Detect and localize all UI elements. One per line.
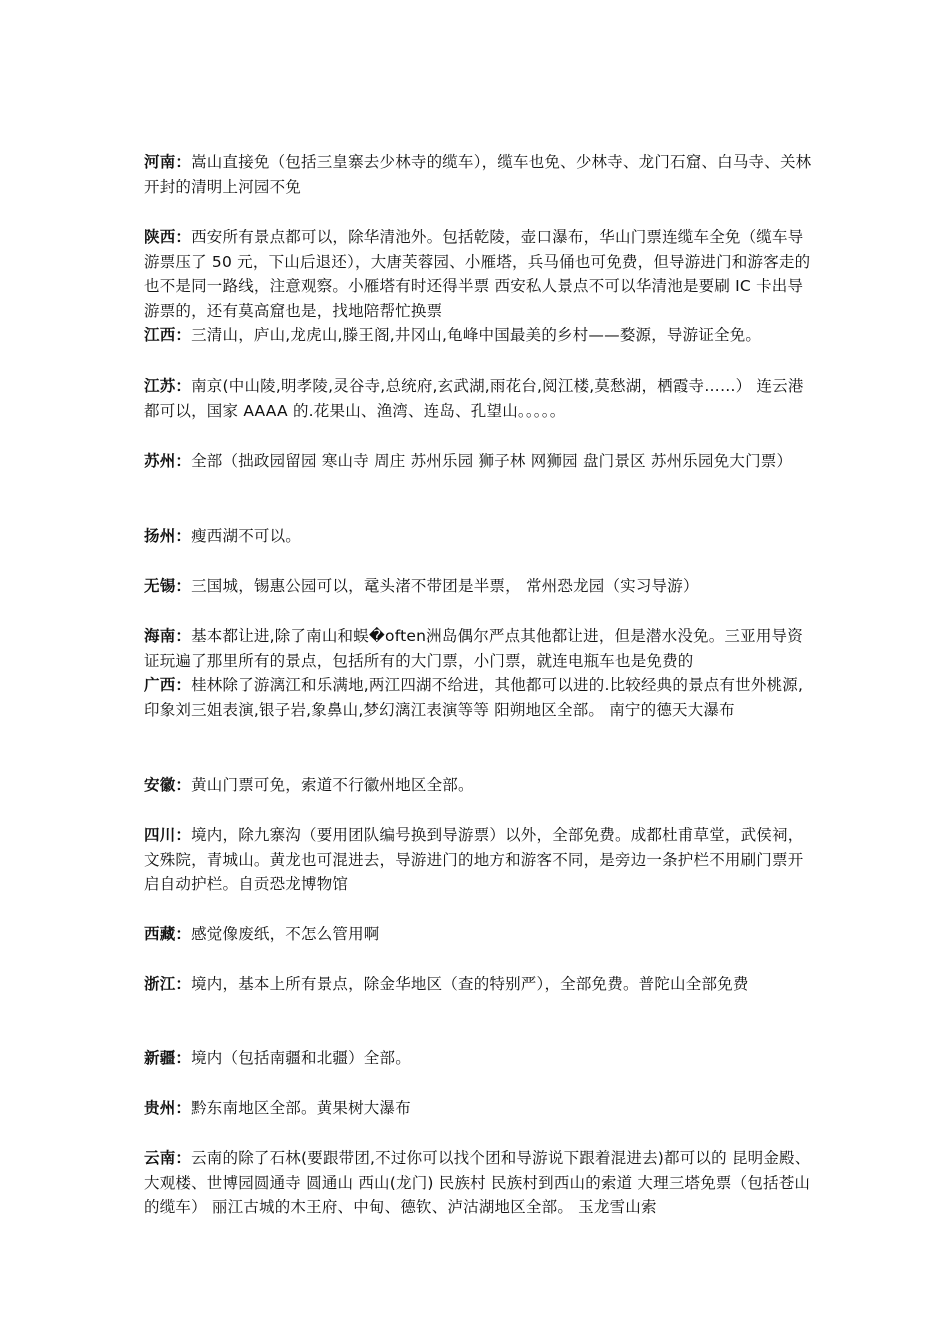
entry-text: 黔东南地区全部。黄果树大瀑布 — [191, 1099, 411, 1117]
entry-label: 扬州： — [144, 527, 192, 545]
entry-suzhou — [144, 449, 812, 474]
entry-guizhou — [144, 1096, 812, 1121]
entry-text: 境内，基本上所有景点，除金华地区（查的特别严），全部免费。普陀山全部免费 — [191, 975, 749, 993]
entry-text: 瘦西湖不可以。 — [191, 527, 302, 545]
entry-text: 嵩山直接免（包括三皇寨去少林寺的缆车），缆车也免、少林寺、龙门石窟、白马寺、关林开封的清明上河园不免 — [144, 153, 812, 196]
entry-hainan — [144, 624, 812, 673]
entry-text: 全部（拙政园留园 寒山寺 周庄 苏州乐园 狮子林 网狮园 盘门景区 苏州乐园免大门票） — [191, 452, 793, 470]
entry-label: 陕西： — [144, 228, 192, 246]
entry-text: 基本都让进,除了南山和蜈�often洲岛偶尔严点其他都让进，但是潜水没免。三亚用导资证玩遍了那里所有的景点，包括所有的大门票，小门票，就连电瓶车也是免费的 — [144, 627, 803, 670]
entry-label: 四川： — [144, 826, 192, 844]
entry-text: 南京(中山陵,明孝陵,灵谷寺,总统府,玄武湖,雨花台,阅江楼,莫愁湖，栖霞寺……） 连云港都可以，国家 AAAA 的.花果山、渔湾、连岛、孔望山。。。。。 — [144, 377, 804, 420]
entry-label: 云南： — [144, 1149, 192, 1167]
entry-guangxi — [144, 673, 812, 722]
entry-text: 感觉像废纸，不怎么管用啊 — [191, 925, 380, 943]
entry-yangzhou — [144, 524, 812, 549]
entry-label: 西藏： — [144, 925, 192, 943]
entry-text: 西安所有景点都可以，除华清池外。包括乾陵，壶口瀑布，华山门票连缆车全免（缆车导游票压了 50 元，下山后退还），大唐芙蓉园、小雁塔，兵马俑也可免费，但导游进门和游客走的也不是同一路线，注意观察。小雁塔有时还得半票 西安私人景点不可以华清池是要刷 IC 卡出导游票的，还有莫高窟也是，找地陪帮忙换票 — [144, 228, 811, 320]
entry-xizang — [144, 922, 812, 947]
entry-sichuan — [144, 823, 812, 897]
entry-text: 三清山，庐山,龙虎山,滕王阁,井冈山,龟峰中国最美的乡村——婺源，导游证全免。 — [191, 326, 762, 344]
entry-label: 河南： — [144, 153, 192, 171]
entry-label: 江西： — [144, 326, 192, 344]
entry-jiangsu — [144, 374, 812, 423]
entry-label: 广西： — [144, 676, 192, 694]
entry-wuxi — [144, 574, 812, 599]
entry-label: 海南： — [144, 627, 192, 645]
entry-label: 安徽： — [144, 776, 192, 794]
entry-zhejiang — [144, 972, 812, 997]
entry-anhui — [144, 773, 812, 798]
entry-label: 江苏： — [144, 377, 192, 395]
entry-henan — [144, 150, 812, 199]
entry-text: 三国城，锡惠公园可以，鼋头渚不带团是半票， 常州恐龙园（实习导游） — [191, 577, 699, 595]
entry-text: 境内（包括南疆和北疆）全部。 — [191, 1049, 411, 1067]
entry-label: 贵州： — [144, 1099, 192, 1117]
entry-yunnan — [144, 1146, 812, 1220]
entry-text: 桂林除了游漓江和乐满地,两江四湖不给进，其他都可以进的.比较经典的景点有世外桃源,印象刘三姐表演,银子岩,象鼻山,梦幻漓江表演等等 阳朔地区全部。 南宁的德天大瀑布 — [144, 676, 804, 719]
entry-label: 无锡： — [144, 577, 192, 595]
entry-shaanxi — [144, 225, 812, 323]
entry-text: 云南的除了石林(要跟带团,不过你可以找个团和导游说下跟着混进去)都可以的 昆明金殿、大观楼、世博园圆通寺 圆通山 西山(龙门) 民族村 民族村到西山的索道 大理三塔免票（包括苍山的缆车） 丽江古城的木王府、中甸、德钦、泸沽湖地区全部。 玉龙雪山索 — [144, 1149, 811, 1216]
entry-label: 苏州： — [144, 452, 192, 470]
entry-label: 浙江： — [144, 975, 192, 993]
entry-label: 新疆： — [144, 1049, 192, 1067]
entry-text: 黄山门票可免，索道不行徽州地区全部。 — [191, 776, 474, 794]
entry-xinjiang — [144, 1046, 812, 1071]
entry-jiangxi — [144, 323, 812, 348]
entry-text: 境内，除九寨沟（要用团队编号换到导游票）以外，全部免费。成都杜甫草堂，武侯祠，文殊院，青城山。黄龙也可混进去，导游进门的地方和游客不同，是旁边一条护栏不用刷门票开启自动护栏。自贡恐龙博物馆 — [144, 826, 804, 893]
